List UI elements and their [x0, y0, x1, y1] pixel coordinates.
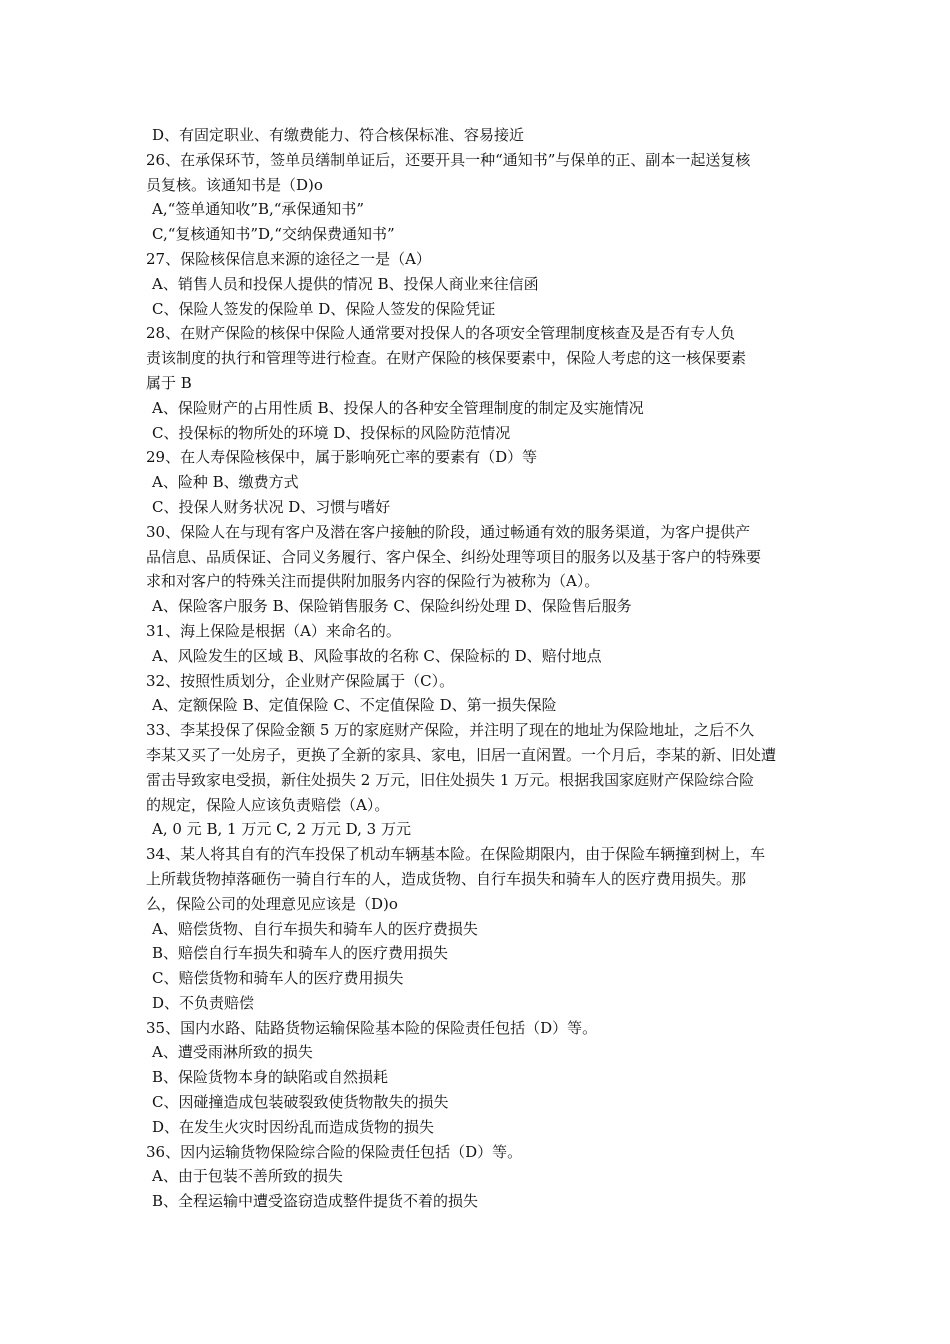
answer-option-line: A、险种 B、缴费方式: [152, 473, 299, 492]
question-text-line: 26、在承保环节，签单员缮制单证后，还要开具一种“通知书”与保单的正、副本一起送复核: [146, 150, 751, 169]
answer-option-line: A、遭受雨淋所致的损失: [152, 1043, 313, 1062]
question-text-line: 属于 B: [146, 373, 192, 392]
question-text-line: 员复核。该通知书是（D)o: [146, 175, 323, 194]
answer-option-line: A,“签单通知收”B,“承保通知书”: [152, 200, 365, 219]
question-text-line: 的规定，保险人应该负责赔偿（A）。: [146, 795, 390, 814]
question-text-line: 李某又买了一处房子，更换了全新的家具、家电，旧居一直闲置。一个月后，李某的新、旧处遭: [146, 745, 777, 764]
question-text-line: 品信息、品质保证、合同义务履行、客户保全、纠纷处理等项目的服务以及基于客户的特殊要: [146, 547, 762, 566]
question-text-line: 27、保险核保信息来源的途径之一是（A）: [146, 249, 431, 268]
question-text-line: 上所载货物掉落砸伤一骑自行车的人，造成货物、自行车损失和骑车人的医疗费用损失。那: [146, 869, 747, 888]
question-text-line: 36、因内运输货物保险综合险的保险责任包括（D）等。: [146, 1142, 523, 1161]
answer-option-line: B、赔偿自行车损失和骑车人的医疗费用损失: [152, 944, 449, 963]
document-body: [146, 123, 816, 1214]
answer-option-line: C、赔偿货物和骑车人的医疗费用损失: [152, 969, 404, 988]
question-text-line: 29、在人寿保险核保中，属于影响死亡率的要素有（D）等: [146, 448, 538, 467]
answer-option-line: A、定额保险 B、定值保险 C、不定值保险 D、第一损失保险: [152, 696, 557, 715]
answer-option-line: D、在发生火灾时因纷乱而造成货物的损失: [152, 1117, 435, 1136]
answer-option-line: D、有固定职业、有缴费能力、符合核保标准、容易接近: [152, 126, 525, 144]
answer-option-line: C、因碰撞造成包装破裂致使货物散失的损失: [152, 1093, 449, 1112]
question-text-line: 33、李某投保了保险金额 5 万的家庭财产保险，并注明了现在的地址为保险地址，之后不久: [146, 721, 755, 740]
question-text-line: 雷击导致家电受损，新住处损失 2 万元，旧住处损失 1 万元。根据我国家庭财产保险综合险: [146, 770, 755, 789]
question-text-line: 31、海上保险是根据（A）来命名的。: [146, 621, 401, 640]
answer-option-line: A、保险客户服务 B、保险销售服务 C、保险纠纷处理 D、保险售后服务: [152, 597, 632, 616]
answer-option-line: C、保险人签发的保险单 D、保险人签发的保险凭证: [152, 299, 496, 318]
answer-option-line: C、投保标的物所处的环境 D、投保标的风险防范情况: [152, 423, 511, 442]
question-text-line: 34、某人将其自有的汽车投保了机动车辆基本险。在保险期限内，由于保险车辆撞到树上，车: [146, 845, 766, 864]
question-text-line: 么，保险公司的处理意见应该是（D)o: [146, 894, 398, 913]
answer-option-line: A、风险发生的区域 B、风险事故的名称 C、保险标的 D、赔付地点: [152, 646, 602, 665]
question-text-line: 28、在财产保险的核保中保险人通常要对投保人的各项安全管理制度核查及是否有专人负: [146, 324, 736, 343]
answer-option-line: C、投保人财务状况 D、习惯与嗜好: [152, 497, 391, 516]
answer-option-line: A、赔偿货物、自行车损失和骑车人的医疗费损失: [152, 919, 478, 938]
question-text-line: 35、国内水路、陆路货物运输保险基本险的保险责任包括（D）等。: [146, 1018, 598, 1037]
answer-option-line: A, 0 元 B, 1 万元 C, 2 万元 D, 3 万元: [152, 820, 411, 839]
question-text-line: 求和对客户的特殊关注而提供附加服务内容的保险行为被称为（A）。: [146, 572, 600, 591]
answer-option-line: D、不负责赔偿: [152, 993, 255, 1012]
answer-option-line: B、保险货物本身的缺陷或自然损耗: [152, 1068, 389, 1087]
answer-option-line: A、销售人员和投保人提供的情况 B、投保人商业来往信函: [152, 274, 539, 293]
question-text-line: 责该制度的执行和管理等进行检查。在财产保险的核保要素中，保险人考虑的这一核保要素: [146, 349, 747, 368]
answer-option-line: B、全程运输中遭受盗窃造成整件提货不着的损失: [152, 1192, 479, 1211]
question-text-line: 32、按照性质划分，企业财产保险属于（C）。: [146, 671, 455, 690]
answer-option-line: A、保险财产的占用性质 B、投保人的各种安全管理制度的制定及实施情况: [152, 398, 644, 417]
question-text-line: 30、保险人在与现有客户及潜在客户接触的阶段，通过畅通有效的服务渠道，为客户提供产: [146, 522, 751, 541]
answer-option-line: A、由于包装不善所致的损失: [152, 1167, 343, 1186]
answer-option-line: C,“复核通知书”D,“交纳保费通知书”: [152, 225, 395, 244]
